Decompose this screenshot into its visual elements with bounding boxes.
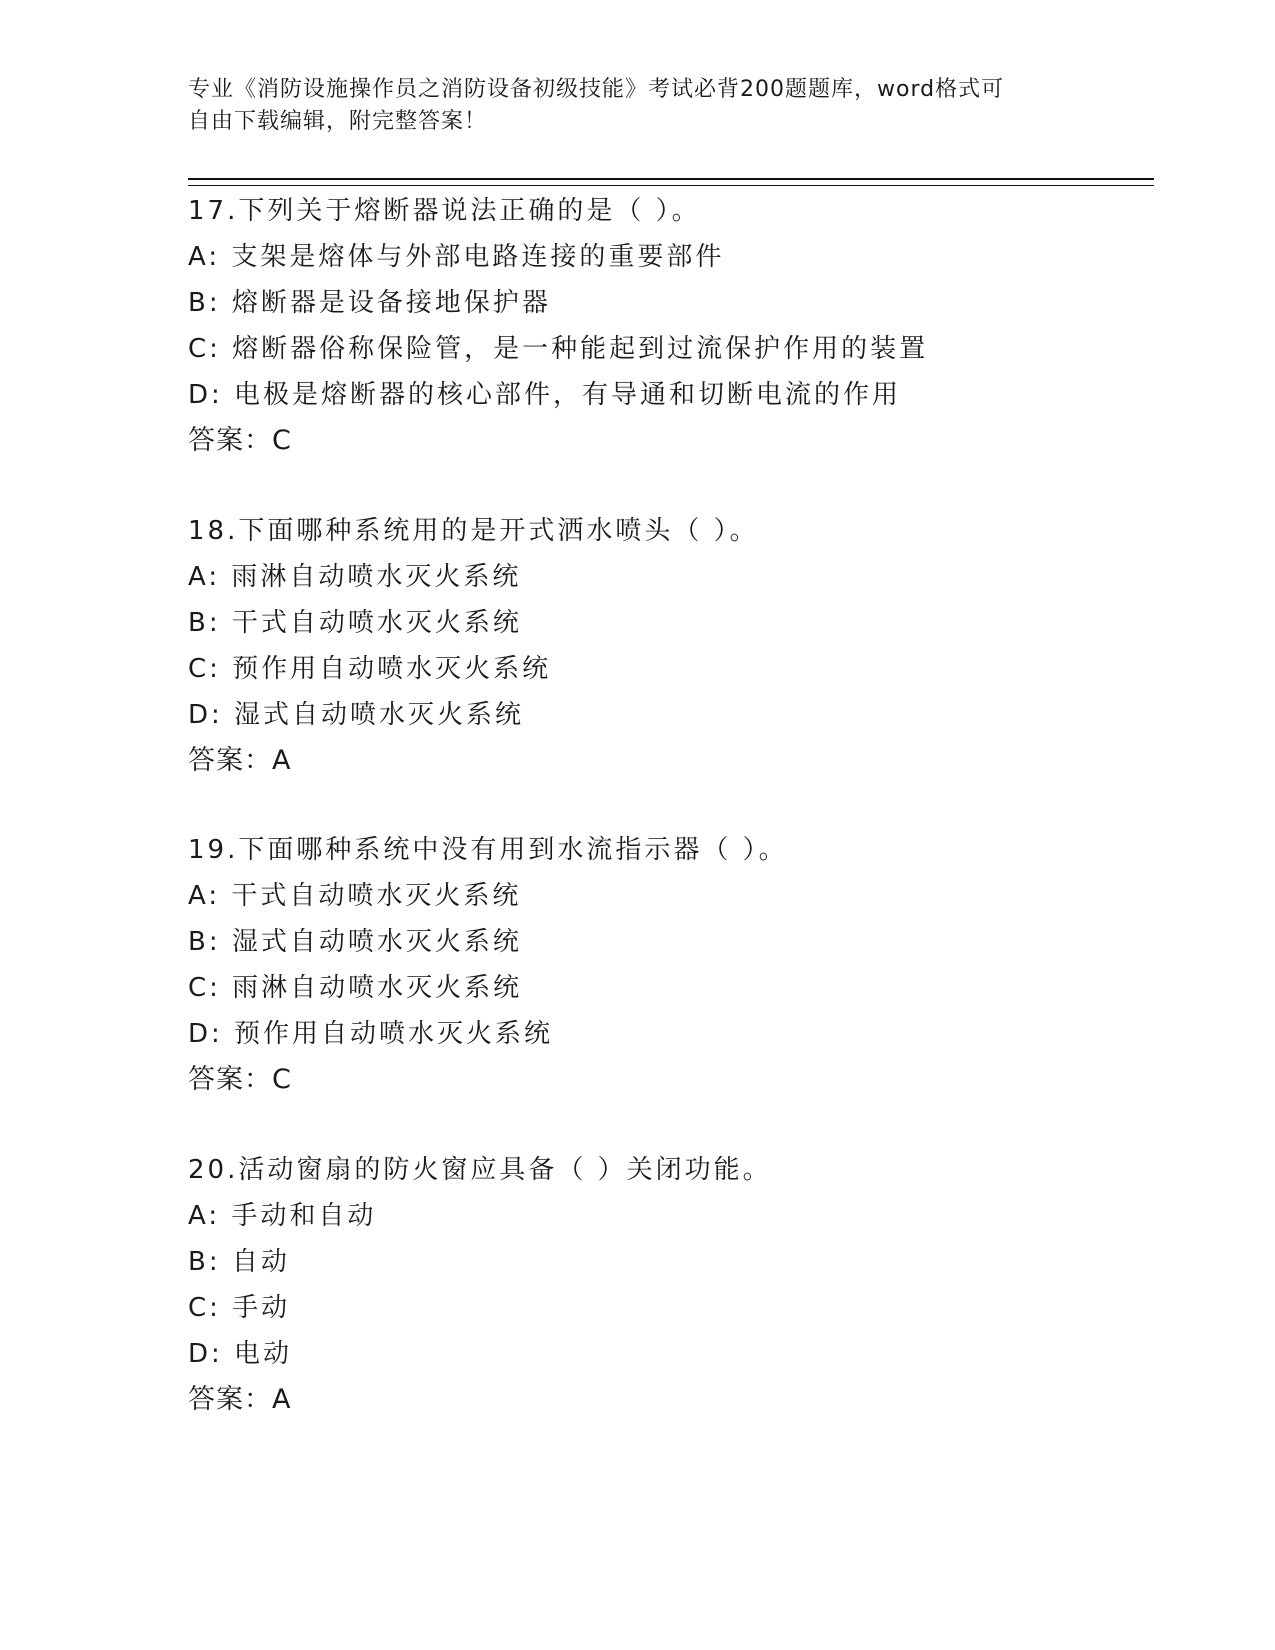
answer: 答案：C — [188, 1064, 292, 1095]
header-line-1: 专业《消防设施操作员之消防设备初级技能》考试必背200题题库，word格式可 — [188, 77, 1005, 102]
option-a: A: 雨淋自动喷水灭火系统 — [188, 562, 522, 592]
question-19 — [188, 827, 1148, 1103]
option-c: C: 雨淋自动喷水灭火系统 — [188, 973, 523, 1003]
option-a: A: 干式自动喷水灭火系统 — [188, 881, 522, 911]
option-c: C: 预作用自动喷水灭火系统 — [188, 654, 552, 684]
option-d: D: 电极是熔断器的核心部件，有导通和切断电流的作用 — [188, 380, 902, 410]
option-a: A: 支架是熔体与外部电路连接的重要部件 — [188, 242, 725, 272]
question-stem: 18.下面哪种系统用的是开式洒水喷头（ ）。 — [188, 516, 759, 546]
option-b: B: 干式自动喷水灭火系统 — [188, 608, 522, 638]
question-17 — [188, 188, 1148, 464]
option-d: D: 电动 — [188, 1339, 293, 1369]
question-18 — [188, 508, 1148, 784]
option-a: A: 手动和自动 — [188, 1201, 377, 1231]
header-line-2: 自由下载编辑，附完整答案！ — [188, 109, 488, 134]
document-header — [188, 74, 1068, 138]
answer: 答案：A — [188, 1384, 292, 1415]
option-b: B: 自动 — [188, 1247, 290, 1277]
option-b: B: 湿式自动喷水灭火系统 — [188, 927, 522, 957]
option-d: D: 预作用自动喷水灭火系统 — [188, 1019, 554, 1049]
option-b: B: 熔断器是设备接地保护器 — [188, 288, 551, 318]
option-d: D: 湿式自动喷水灭火系统 — [188, 700, 525, 730]
header-divider — [188, 178, 1154, 186]
answer: 答案：C — [188, 425, 292, 456]
answer: 答案：A — [188, 745, 292, 776]
question-stem: 19.下面哪种系统中没有用到水流指示器（ ）。 — [188, 835, 788, 865]
question-stem: 17.下列关于熔断器说法正确的是（ ）。 — [188, 196, 701, 226]
question-stem: 20.活动窗扇的防火窗应具备（ ）关闭功能。 — [188, 1155, 772, 1185]
option-c: C: 熔断器俗称保险管，是一种能起到过流保护作用的装置 — [188, 334, 929, 364]
question-20 — [188, 1147, 1148, 1423]
option-c: C: 手动 — [188, 1293, 291, 1323]
